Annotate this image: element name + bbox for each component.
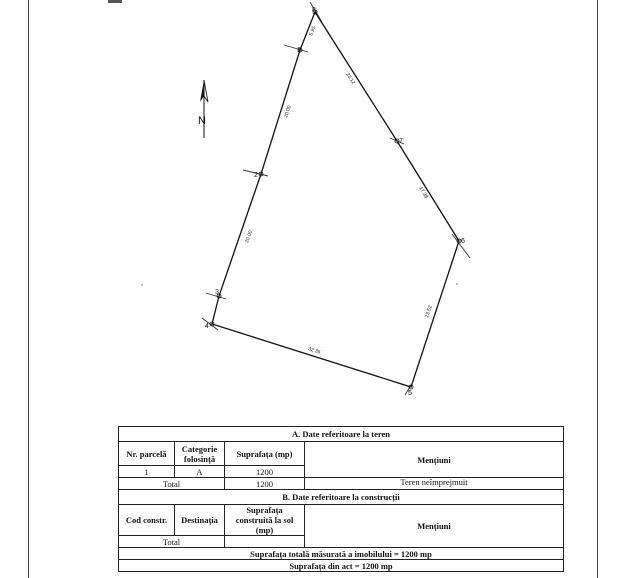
length-label-6-5: 23.52 — [424, 304, 434, 319]
header-mentiuni-b: Mențiuni — [305, 505, 564, 548]
data-table — [118, 426, 564, 572]
cell-mentiuni: Teren neîmprejmuit — [305, 478, 564, 490]
point-label-3: 3 — [215, 289, 219, 296]
length-label-5-4: 32.35 — [307, 346, 322, 356]
point-label-1: 1 — [297, 47, 301, 54]
stray-dot — [456, 283, 458, 285]
total-measured: Suprafața totală măsurată a imobilului = 1200 mp — [119, 548, 564, 560]
point-label-4: 4 — [205, 323, 209, 330]
parcel-boundary — [212, 12, 459, 387]
point-label-5: 5 — [408, 390, 412, 397]
section-b-title: B. Date referitoare la construcții — [119, 490, 564, 505]
length-label-8-7: 23.12 — [344, 71, 357, 86]
cell-nr: 1 — [119, 466, 175, 478]
north-label: N — [198, 115, 206, 127]
cell-categorie: A — [175, 466, 225, 478]
section-a-title: A. Date referitoare la teren — [119, 427, 564, 442]
header-nr-parcela: Nr. parcelă — [119, 442, 175, 466]
header-cod-constr: Cod constr. — [119, 505, 175, 536]
header-suprafata: Suprafața (mp) — [225, 442, 305, 466]
header-mentiuni: Mențiuni — [305, 442, 564, 478]
vertex-markers — [210, 10, 461, 389]
point-label-6: 6 — [461, 238, 465, 245]
total-value: 1200 — [225, 478, 305, 490]
cell-suprafata: 1200 — [225, 466, 305, 478]
header-categorie: Categorie folosință — [175, 442, 225, 466]
length-label-7-6: 17.38 — [417, 185, 430, 200]
header-destinatia: Destinația — [175, 505, 225, 536]
point-label-2: 2 — [254, 172, 258, 179]
total-label: Total — [119, 478, 225, 490]
length-label-2-3: 20.00 — [244, 229, 254, 244]
point-label-8: 8 — [312, 7, 316, 14]
header-suprafata-constr: Suprafața construită la sol (mp) — [225, 505, 305, 536]
point-label-7: 7 — [399, 138, 403, 145]
total-b-label: Total — [119, 536, 225, 548]
stray-dot — [141, 284, 143, 286]
length-label-8-1: 5.95 — [308, 25, 318, 37]
area-from-deed: Suprafața din act = 1200 mp — [119, 560, 564, 572]
total-b-value — [225, 536, 305, 548]
length-label-1-2: 20.00 — [283, 104, 293, 119]
north-arrow — [198, 80, 208, 138]
vertex-ticks — [202, 2, 470, 395]
